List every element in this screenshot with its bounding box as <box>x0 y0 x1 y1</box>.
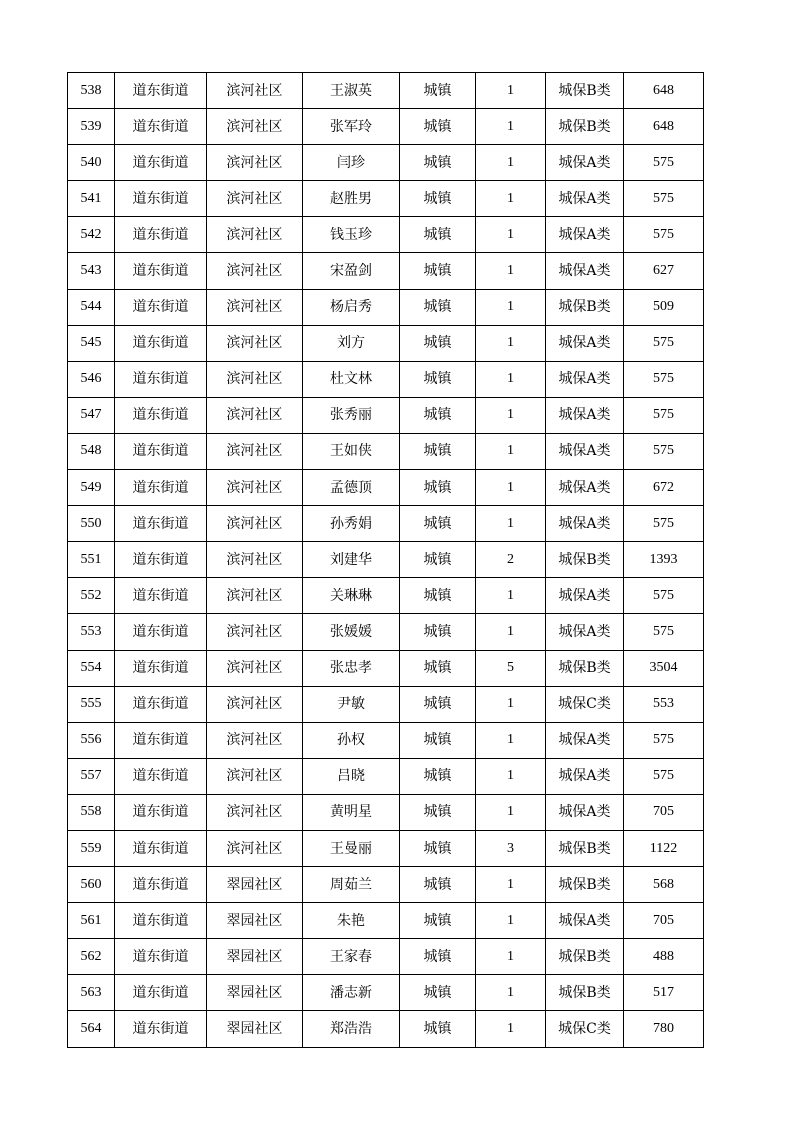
household-type-cell: 城镇 <box>400 542 476 578</box>
community-cell: 滨河社区 <box>207 758 303 794</box>
category-cell: 城保B类 <box>546 289 624 325</box>
name-cell: 张忠孝 <box>303 650 400 686</box>
household-type-cell: 城镇 <box>400 758 476 794</box>
seq-no-cell: 556 <box>68 722 115 758</box>
table-row <box>68 145 704 181</box>
household-type-cell: 城镇 <box>400 289 476 325</box>
member-count-cell: 1 <box>476 289 546 325</box>
category-cell: 城保A类 <box>546 181 624 217</box>
community-cell: 滨河社区 <box>207 253 303 289</box>
subdistrict-cell: 道东街道 <box>115 145 207 181</box>
household-type-cell: 城镇 <box>400 433 476 469</box>
household-type-cell: 城镇 <box>400 794 476 830</box>
seq-no-cell: 558 <box>68 794 115 830</box>
subdistrict-cell: 道东街道 <box>115 73 207 109</box>
name-cell: 赵胜男 <box>303 181 400 217</box>
seq-no-cell: 559 <box>68 830 115 866</box>
subdistrict-cell: 道东街道 <box>115 217 207 253</box>
subdistrict-cell: 道东街道 <box>115 542 207 578</box>
household-type-cell: 城镇 <box>400 253 476 289</box>
subdistrict-cell: 道东街道 <box>115 109 207 145</box>
category-cell: 城保A类 <box>546 397 624 433</box>
name-cell: 张军玲 <box>303 109 400 145</box>
category-cell: 城保B类 <box>546 73 624 109</box>
name-cell: 朱艳 <box>303 903 400 939</box>
name-cell: 尹敏 <box>303 686 400 722</box>
member-count-cell: 1 <box>476 903 546 939</box>
community-cell: 滨河社区 <box>207 794 303 830</box>
subdistrict-cell: 道东街道 <box>115 578 207 614</box>
table-row <box>68 650 704 686</box>
household-type-cell: 城镇 <box>400 650 476 686</box>
name-cell: 王曼丽 <box>303 830 400 866</box>
household-type-cell: 城镇 <box>400 506 476 542</box>
table-row <box>68 830 704 866</box>
category-cell: 城保A类 <box>546 217 624 253</box>
subdistrict-cell: 道东街道 <box>115 397 207 433</box>
seq-no-cell: 557 <box>68 758 115 794</box>
member-count-cell: 3 <box>476 830 546 866</box>
subdistrict-cell: 道东街道 <box>115 903 207 939</box>
name-cell: 杜文林 <box>303 361 400 397</box>
subdistrict-cell: 道东街道 <box>115 325 207 361</box>
table-row <box>68 542 704 578</box>
table-row <box>68 686 704 722</box>
subdistrict-cell: 道东街道 <box>115 686 207 722</box>
name-cell: 吕晓 <box>303 758 400 794</box>
seq-no-cell: 549 <box>68 470 115 506</box>
table-row <box>68 722 704 758</box>
household-type-cell: 城镇 <box>400 975 476 1011</box>
amount-cell: 1393 <box>624 542 704 578</box>
roster-table <box>67 72 704 1048</box>
community-cell: 滨河社区 <box>207 686 303 722</box>
name-cell: 孙权 <box>303 722 400 758</box>
member-count-cell: 1 <box>476 397 546 433</box>
member-count-cell: 1 <box>476 758 546 794</box>
amount-cell: 672 <box>624 470 704 506</box>
member-count-cell: 1 <box>476 109 546 145</box>
household-type-cell: 城镇 <box>400 73 476 109</box>
table-row <box>68 1011 704 1047</box>
subdistrict-cell: 道东街道 <box>115 758 207 794</box>
member-count-cell: 1 <box>476 145 546 181</box>
seq-no-cell: 548 <box>68 433 115 469</box>
category-cell: 城保A类 <box>546 470 624 506</box>
seq-no-cell: 563 <box>68 975 115 1011</box>
seq-no-cell: 544 <box>68 289 115 325</box>
amount-cell: 575 <box>624 758 704 794</box>
community-cell: 滨河社区 <box>207 433 303 469</box>
amount-cell: 553 <box>624 686 704 722</box>
category-cell: 城保A类 <box>546 506 624 542</box>
table-row <box>68 506 704 542</box>
name-cell: 闫珍 <box>303 145 400 181</box>
category-cell: 城保B类 <box>546 939 624 975</box>
name-cell: 杨启秀 <box>303 289 400 325</box>
household-type-cell: 城镇 <box>400 830 476 866</box>
amount-cell: 648 <box>624 109 704 145</box>
seq-no-cell: 553 <box>68 614 115 650</box>
table-row <box>68 867 704 903</box>
subdistrict-cell: 道东街道 <box>115 433 207 469</box>
seq-no-cell: 546 <box>68 361 115 397</box>
subdistrict-cell: 道东街道 <box>115 939 207 975</box>
amount-cell: 627 <box>624 253 704 289</box>
seq-no-cell: 554 <box>68 650 115 686</box>
table-row <box>68 181 704 217</box>
seq-no-cell: 552 <box>68 578 115 614</box>
table-row <box>68 253 704 289</box>
subdistrict-cell: 道东街道 <box>115 794 207 830</box>
community-cell: 翠园社区 <box>207 975 303 1011</box>
name-cell: 张秀丽 <box>303 397 400 433</box>
amount-cell: 517 <box>624 975 704 1011</box>
community-cell: 翠园社区 <box>207 867 303 903</box>
member-count-cell: 1 <box>476 578 546 614</box>
name-cell: 孙秀娟 <box>303 506 400 542</box>
community-cell: 滨河社区 <box>207 578 303 614</box>
seq-no-cell: 545 <box>68 325 115 361</box>
seq-no-cell: 542 <box>68 217 115 253</box>
subdistrict-cell: 道东街道 <box>115 867 207 903</box>
subdistrict-cell: 道东街道 <box>115 1011 207 1047</box>
table-row <box>68 325 704 361</box>
member-count-cell: 1 <box>476 506 546 542</box>
roster-body <box>68 73 704 1048</box>
name-cell: 黄明星 <box>303 794 400 830</box>
subdistrict-cell: 道东街道 <box>115 289 207 325</box>
household-type-cell: 城镇 <box>400 903 476 939</box>
household-type-cell: 城镇 <box>400 145 476 181</box>
community-cell: 滨河社区 <box>207 217 303 253</box>
subdistrict-cell: 道东街道 <box>115 253 207 289</box>
subdistrict-cell: 道东街道 <box>115 614 207 650</box>
amount-cell: 3504 <box>624 650 704 686</box>
category-cell: 城保A类 <box>546 578 624 614</box>
community-cell: 滨河社区 <box>207 542 303 578</box>
community-cell: 滨河社区 <box>207 722 303 758</box>
table-row <box>68 397 704 433</box>
name-cell: 刘方 <box>303 325 400 361</box>
table-row <box>68 433 704 469</box>
subdistrict-cell: 道东街道 <box>115 181 207 217</box>
community-cell: 滨河社区 <box>207 361 303 397</box>
household-type-cell: 城镇 <box>400 867 476 903</box>
household-type-cell: 城镇 <box>400 181 476 217</box>
category-cell: 城保B类 <box>546 542 624 578</box>
category-cell: 城保A类 <box>546 794 624 830</box>
amount-cell: 705 <box>624 903 704 939</box>
household-type-cell: 城镇 <box>400 614 476 650</box>
community-cell: 滨河社区 <box>207 145 303 181</box>
member-count-cell: 1 <box>476 686 546 722</box>
table-row <box>68 975 704 1011</box>
name-cell: 刘建华 <box>303 542 400 578</box>
category-cell: 城保B类 <box>546 867 624 903</box>
community-cell: 滨河社区 <box>207 614 303 650</box>
name-cell: 王家春 <box>303 939 400 975</box>
household-type-cell: 城镇 <box>400 109 476 145</box>
table-row <box>68 758 704 794</box>
seq-no-cell: 564 <box>68 1011 115 1047</box>
member-count-cell: 1 <box>476 253 546 289</box>
member-count-cell: 1 <box>476 361 546 397</box>
member-count-cell: 1 <box>476 470 546 506</box>
name-cell: 潘志新 <box>303 975 400 1011</box>
member-count-cell: 1 <box>476 794 546 830</box>
category-cell: 城保A类 <box>546 361 624 397</box>
amount-cell: 575 <box>624 614 704 650</box>
amount-cell: 575 <box>624 433 704 469</box>
category-cell: 城保B类 <box>546 975 624 1011</box>
amount-cell: 780 <box>624 1011 704 1047</box>
subdistrict-cell: 道东街道 <box>115 470 207 506</box>
member-count-cell: 1 <box>476 217 546 253</box>
member-count-cell: 1 <box>476 975 546 1011</box>
amount-cell: 575 <box>624 325 704 361</box>
member-count-cell: 1 <box>476 867 546 903</box>
category-cell: 城保A类 <box>546 614 624 650</box>
seq-no-cell: 561 <box>68 903 115 939</box>
amount-cell: 488 <box>624 939 704 975</box>
amount-cell: 648 <box>624 73 704 109</box>
subdistrict-cell: 道东街道 <box>115 361 207 397</box>
amount-cell: 575 <box>624 181 704 217</box>
subdistrict-cell: 道东街道 <box>115 722 207 758</box>
member-count-cell: 1 <box>476 1011 546 1047</box>
community-cell: 滨河社区 <box>207 181 303 217</box>
name-cell: 关琳琳 <box>303 578 400 614</box>
household-type-cell: 城镇 <box>400 325 476 361</box>
seq-no-cell: 539 <box>68 109 115 145</box>
member-count-cell: 5 <box>476 650 546 686</box>
name-cell: 周茹兰 <box>303 867 400 903</box>
seq-no-cell: 551 <box>68 542 115 578</box>
table-row <box>68 289 704 325</box>
name-cell: 王如侠 <box>303 433 400 469</box>
category-cell: 城保B类 <box>546 109 624 145</box>
name-cell: 宋盈剑 <box>303 253 400 289</box>
table-row <box>68 903 704 939</box>
seq-no-cell: 550 <box>68 506 115 542</box>
household-type-cell: 城镇 <box>400 722 476 758</box>
name-cell: 孟德顶 <box>303 470 400 506</box>
member-count-cell: 1 <box>476 73 546 109</box>
category-cell: 城保B类 <box>546 830 624 866</box>
community-cell: 翠园社区 <box>207 903 303 939</box>
community-cell: 滨河社区 <box>207 109 303 145</box>
category-cell: 城保A类 <box>546 325 624 361</box>
amount-cell: 575 <box>624 578 704 614</box>
amount-cell: 575 <box>624 397 704 433</box>
category-cell: 城保A类 <box>546 722 624 758</box>
community-cell: 翠园社区 <box>207 1011 303 1047</box>
name-cell: 钱玉珍 <box>303 217 400 253</box>
category-cell: 城保A类 <box>546 758 624 794</box>
seq-no-cell: 562 <box>68 939 115 975</box>
table-row <box>68 794 704 830</box>
household-type-cell: 城镇 <box>400 1011 476 1047</box>
member-count-cell: 1 <box>476 325 546 361</box>
seq-no-cell: 555 <box>68 686 115 722</box>
seq-no-cell: 541 <box>68 181 115 217</box>
household-type-cell: 城镇 <box>400 217 476 253</box>
member-count-cell: 2 <box>476 542 546 578</box>
category-cell: 城保A类 <box>546 903 624 939</box>
member-count-cell: 1 <box>476 433 546 469</box>
household-type-cell: 城镇 <box>400 361 476 397</box>
category-cell: 城保A类 <box>546 253 624 289</box>
name-cell: 张媛媛 <box>303 614 400 650</box>
category-cell: 城保A类 <box>546 433 624 469</box>
table-row <box>68 109 704 145</box>
subdistrict-cell: 道东街道 <box>115 830 207 866</box>
category-cell: 城保B类 <box>546 650 624 686</box>
community-cell: 滨河社区 <box>207 397 303 433</box>
community-cell: 滨河社区 <box>207 470 303 506</box>
household-type-cell: 城镇 <box>400 397 476 433</box>
amount-cell: 1122 <box>624 830 704 866</box>
table-row <box>68 73 704 109</box>
seq-no-cell: 538 <box>68 73 115 109</box>
table-row <box>68 470 704 506</box>
household-type-cell: 城镇 <box>400 578 476 614</box>
table-row <box>68 578 704 614</box>
subdistrict-cell: 道东街道 <box>115 650 207 686</box>
member-count-cell: 1 <box>476 614 546 650</box>
household-type-cell: 城镇 <box>400 470 476 506</box>
community-cell: 翠园社区 <box>207 939 303 975</box>
amount-cell: 575 <box>624 361 704 397</box>
household-type-cell: 城镇 <box>400 686 476 722</box>
name-cell: 郑浩浩 <box>303 1011 400 1047</box>
amount-cell: 575 <box>624 722 704 758</box>
member-count-cell: 1 <box>476 181 546 217</box>
amount-cell: 705 <box>624 794 704 830</box>
category-cell: 城保C类 <box>546 1011 624 1047</box>
amount-cell: 568 <box>624 867 704 903</box>
table-row <box>68 361 704 397</box>
seq-no-cell: 540 <box>68 145 115 181</box>
amount-cell: 575 <box>624 217 704 253</box>
community-cell: 滨河社区 <box>207 289 303 325</box>
community-cell: 滨河社区 <box>207 830 303 866</box>
community-cell: 滨河社区 <box>207 506 303 542</box>
community-cell: 滨河社区 <box>207 650 303 686</box>
table-row <box>68 614 704 650</box>
member-count-cell: 1 <box>476 939 546 975</box>
amount-cell: 509 <box>624 289 704 325</box>
category-cell: 城保C类 <box>546 686 624 722</box>
table-row <box>68 217 704 253</box>
amount-cell: 575 <box>624 145 704 181</box>
community-cell: 滨河社区 <box>207 73 303 109</box>
table-row <box>68 939 704 975</box>
household-type-cell: 城镇 <box>400 939 476 975</box>
seq-no-cell: 543 <box>68 253 115 289</box>
category-cell: 城保A类 <box>546 145 624 181</box>
seq-no-cell: 547 <box>68 397 115 433</box>
amount-cell: 575 <box>624 506 704 542</box>
subdistrict-cell: 道东街道 <box>115 506 207 542</box>
seq-no-cell: 560 <box>68 867 115 903</box>
member-count-cell: 1 <box>476 722 546 758</box>
subdistrict-cell: 道东街道 <box>115 975 207 1011</box>
name-cell: 王淑英 <box>303 73 400 109</box>
community-cell: 滨河社区 <box>207 325 303 361</box>
